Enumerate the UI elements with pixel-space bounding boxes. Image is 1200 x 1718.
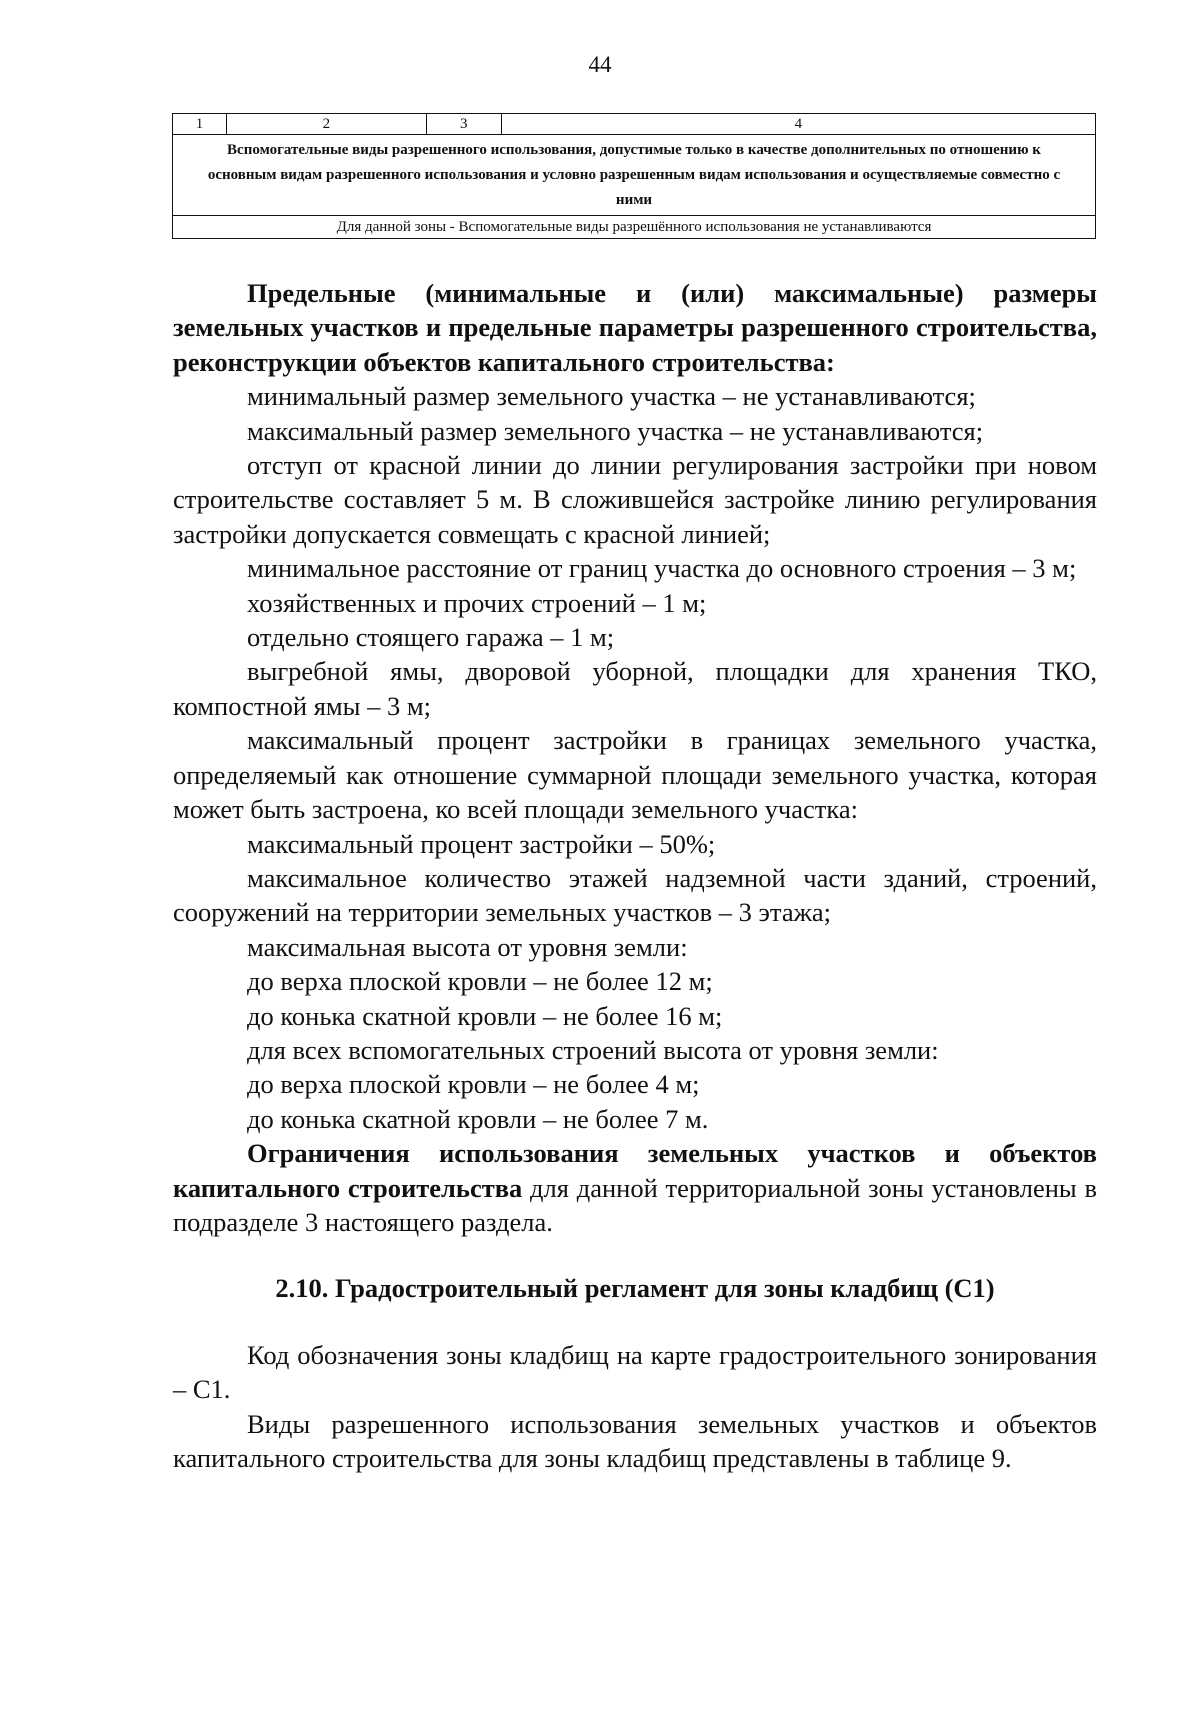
limits-line: максимальный процент застройки – 50%;	[247, 828, 716, 859]
limits-heading: Предельные (минимальные и (или) максимальные) размеры земельных участков и предельные параметры разрешенного строительства, реконструкции объектов капитального строительства:	[173, 278, 1097, 377]
section-title: 2.10. Градостроительный регламент для зоны кладбищ (С1)	[275, 1273, 995, 1304]
restrictions-bold: Ограничения использования земельных участков и объектов капитального строительства	[173, 1138, 1097, 1203]
limits-line: минимальный размер земельного участка – не устанавливаются;	[247, 381, 976, 412]
limits-line: выгребной ямы, дворовой уборной, площадки для хранения ТКО, компостной ямы – 3 м;	[173, 656, 1097, 721]
column-number-4: 4	[501, 114, 1095, 135]
limits-line: отдельно стоящего гаража – 1 м;	[247, 622, 615, 653]
document-body	[173, 276, 1097, 1475]
auxiliary-uses-note: Для данной зоны - Вспомогательные виды разрешённого использования не устанавливаются	[173, 216, 1096, 239]
auxiliary-uses-header: Вспомогательные виды разрешенного использования, допустимые только в качестве дополнительных по отношению к основным видам разрешенного использования и условно разрешенным видам использования и осуществляемые совместно с ними	[173, 135, 1096, 216]
table-note-row	[173, 216, 1096, 239]
table-header-row	[173, 135, 1096, 216]
column-number-2: 2	[226, 114, 426, 135]
column-number-1: 1	[173, 114, 227, 135]
limits-line: максимальный размер земельного участка – не устанавливаются;	[247, 415, 984, 446]
limits-line: для всех вспомогательных строений высота от уровня земли:	[247, 1034, 939, 1065]
limits-line: максимальный процент застройки в границах земельного участка, определяемый как отношение суммарной площади земельного участка, которая может быть застроена, ко всей площади земельного участка:	[173, 725, 1097, 825]
limits-line: до верха плоской кровли – не более 4 м;	[247, 1069, 700, 1100]
limits-line: до конька скатной кровли – не более 7 м.	[247, 1103, 709, 1134]
column-number-row	[173, 114, 1096, 135]
limits-line: максимальное количество этажей надземной части зданий, строений, сооружений на территории земельных участков – 3 этажа;	[173, 862, 1097, 928]
limits-line: до конька скатной кровли – не более 16 м;	[247, 1000, 723, 1031]
limits-line: минимальное расстояние от границ участка до основного строения – 3 м;	[247, 553, 1077, 584]
zone-table	[172, 113, 1096, 239]
restrictions-paragraph	[173, 1136, 1097, 1239]
section-paragraph: Виды разрешенного использования земельных участков и объектов капитального строительства для зоны кладбищ представлены в таблице 9.	[173, 1408, 1097, 1473]
limits-line: максимальная высота от уровня земли:	[247, 931, 688, 962]
limits-line: отступ от красной линии до линии регулирования застройки при новом строительстве составляет 5 м. В сложившейся застройке линию регулирования застройки допускается совмещать с красной линией;	[173, 450, 1097, 549]
page-number: 44	[588, 52, 612, 77]
limits-line: хозяйственных и прочих строений – 1 м;	[247, 587, 707, 618]
restrictions-rest: для данной территориальной зоны установлены в подразделе 3 настоящего раздела.	[173, 1172, 1097, 1237]
column-number-3: 3	[426, 114, 501, 135]
section-paragraph: Код обозначения зоны кладбищ на карте градостроительного зонирования – С1.	[173, 1339, 1097, 1405]
limits-line: до верха плоской кровли – не более 12 м;	[247, 966, 713, 997]
